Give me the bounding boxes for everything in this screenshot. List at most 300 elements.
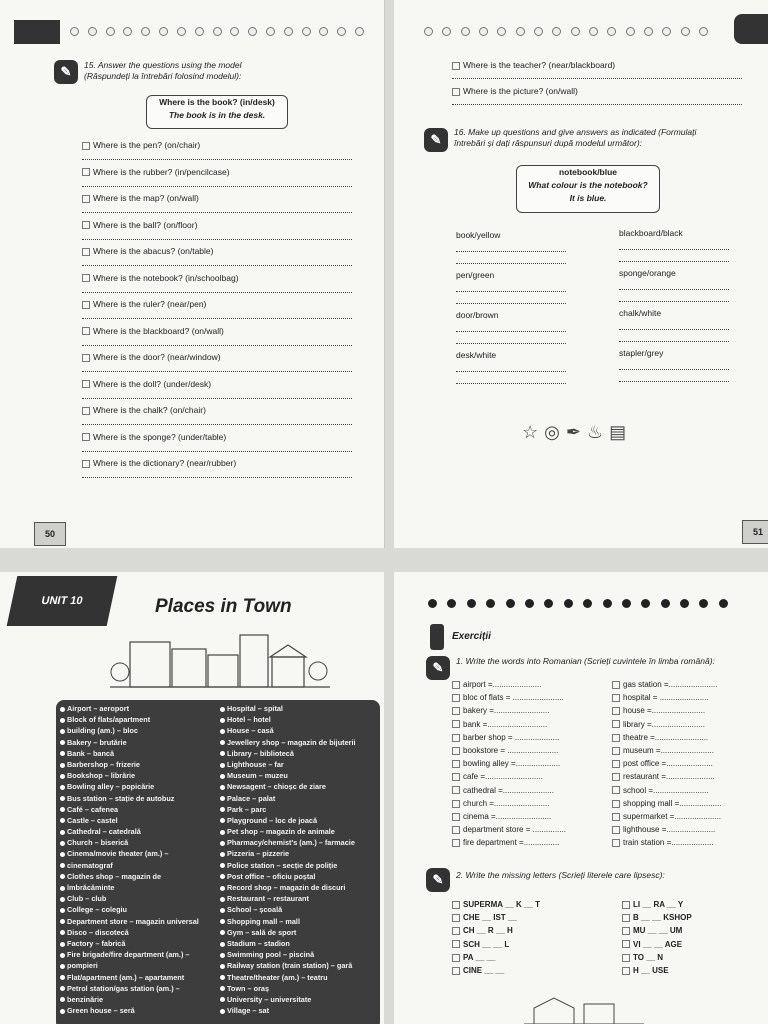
vocab-text: Town – oraș [227, 983, 270, 993]
vocab-text: Hospital – spital [227, 704, 283, 713]
answer-line[interactable] [82, 477, 352, 478]
vocab-text: Newsagent – chioșc de ziare [227, 782, 326, 792]
vocab-entry [220, 984, 376, 995]
vocab-text: Stadium – stadion [227, 938, 290, 948]
ex1-text: library =........................ [623, 719, 706, 729]
answer-line[interactable] [619, 238, 729, 250]
ex2-item [452, 926, 540, 939]
vocab-text: Bus station – stație de autobuz [67, 793, 175, 803]
question-item [82, 456, 352, 483]
question-item [82, 271, 352, 298]
vocab-entry [60, 973, 216, 984]
ex1-item [452, 786, 566, 799]
vocab-text: Pet shop – magazin de animale [227, 827, 335, 837]
vocab-text: Bank – bancă [67, 748, 115, 758]
vocab-text: Park – parc [227, 804, 267, 814]
vocab-text: Hotel – hotel [227, 715, 271, 725]
vocab-text: pompieri [67, 961, 98, 971]
ex2-text: SUPERMA __ K __ T [463, 900, 541, 909]
vocab-entry [60, 760, 216, 771]
ex2-right-column [622, 900, 692, 979]
page-51 [394, 0, 768, 548]
vocab-entry [220, 726, 376, 737]
ex1-item [612, 772, 722, 785]
page-52 [0, 572, 384, 1024]
question-text [82, 220, 197, 230]
answer-line[interactable] [619, 330, 729, 342]
ex1-text: shopping mall =................... [623, 798, 722, 808]
vocab-text: Library – bibliotecă [227, 748, 294, 758]
vocab-entry [60, 816, 216, 827]
ex2-text: LI __ RA __ Y [633, 900, 684, 909]
question-item [82, 324, 352, 351]
vocab-text: Bookshop – librărie [67, 771, 136, 781]
ex1-text: gas station =...................... [623, 680, 718, 689]
vocab-text: Bakery – brutărie [67, 737, 127, 747]
vocab-entry [220, 816, 376, 827]
ex1-item [452, 746, 566, 759]
ex1-item [612, 746, 722, 759]
answer-line[interactable] [82, 212, 352, 213]
vocab-text: Green house – seră [67, 1006, 135, 1016]
ex1-text: bloc of flats = ....................... [463, 693, 564, 703]
vocab-entry [220, 838, 376, 849]
question-label: Where is the blackboard? (on/wall) [93, 325, 224, 336]
extra-question-2: Where is the picture? (on/wall) [452, 86, 742, 105]
pair-item [456, 270, 566, 304]
pair-label: stapler/grey [619, 348, 664, 358]
ex2-item [452, 940, 540, 953]
vocab-entry [60, 883, 216, 894]
vocab-entry [60, 827, 216, 838]
vocab-entry [220, 917, 376, 928]
ex2-item [622, 913, 692, 926]
question-item [82, 244, 352, 271]
pair-item [619, 268, 729, 302]
vocab-text: Gym – sală de sport [227, 927, 297, 937]
question-label: Where is the abacus? (on/table) [93, 246, 214, 256]
ex2-item [622, 940, 692, 953]
vocab-text: Block of flats/apartment [67, 715, 151, 725]
question-label: Where is the chalk? (on/chair) [93, 405, 206, 415]
vocab-entry [220, 827, 376, 838]
question-label: Where is the rubber? (in/pencilcase) [93, 166, 230, 177]
answer-line[interactable] [456, 332, 566, 344]
ex2-item [452, 900, 540, 913]
question-label: Where is the doll? (under/desk) [93, 378, 212, 389]
pencil-case-icon: ♨ [586, 422, 604, 442]
vocab-text: Department store – magazin universal [67, 916, 199, 926]
vocab-entry [220, 939, 376, 950]
ex2-item [622, 900, 692, 913]
question-item [82, 297, 352, 324]
vocab-text: House – casă [227, 726, 274, 736]
question-label: Where is the notebook? (in/schoolbag) [93, 272, 239, 283]
vocab-entry [60, 872, 216, 883]
vocab-entry [220, 715, 376, 726]
question-label: Where is the pen? (on/chair) [93, 140, 201, 150]
ex1-item [452, 706, 566, 719]
ex2-title: 2. Write the missing letters (Scrieți literele care lipsesc): [456, 870, 665, 880]
answer-line[interactable] [456, 360, 566, 372]
vocab-text: building (am.) – bloc [67, 726, 138, 736]
question-text [82, 299, 206, 309]
page-53 [394, 572, 768, 1024]
ex2-text: CINE __ __ [463, 965, 505, 975]
pair-label: door/brown [456, 310, 499, 320]
ball-icon: ◎ [544, 422, 560, 442]
vocab-text: Flat/apartment (am.) – apartament [67, 972, 185, 982]
question-label: Where is the sponge? (under/table) [93, 431, 227, 442]
ex1-text: bank =........................... [463, 719, 548, 729]
vocab-entry [220, 1006, 376, 1017]
page-number: 50 [34, 522, 66, 546]
pair-item [456, 350, 566, 384]
school-icons [522, 422, 626, 443]
ex1-text: cafe =.......................... [463, 772, 543, 782]
ex1-text: bakery =......................... [463, 706, 550, 716]
vocab-text: Swimming pool – piscină [227, 950, 315, 960]
question-text [82, 246, 213, 256]
ex1-text: museum =........................ [623, 745, 714, 755]
answer-line[interactable] [82, 265, 352, 266]
ex1-item [612, 693, 722, 706]
question-item [82, 377, 352, 404]
vocab-entry [60, 984, 216, 995]
vocab-text: Theatre/theater (am.) – teatru [227, 972, 328, 982]
vocab-entry [220, 771, 376, 782]
ex2-text: TO __ N [633, 952, 664, 962]
ex2-text: H __ USE [633, 965, 669, 975]
answer-line[interactable] [456, 252, 566, 264]
answer-line[interactable] [82, 318, 352, 319]
vocab-entry [60, 794, 216, 805]
question-text [82, 405, 206, 415]
question-label: Where is the map? (on/wall) [93, 193, 199, 203]
vocab-text: Barbershop – frizerie [67, 759, 140, 769]
town-illustration [110, 627, 330, 692]
task-15-title: 15. Answer the questions using the model (Răspundeți la întrebări folosind modelul): [84, 60, 242, 81]
answer-line[interactable] [456, 372, 566, 384]
ex1-text: restaurant =...................... [623, 772, 715, 782]
answer-line[interactable] [456, 280, 566, 292]
model-box: notebook/blue What colour is the notebook? It is blue. [516, 165, 660, 213]
ex1-item [612, 786, 722, 799]
answer-line[interactable] [619, 278, 729, 290]
dot-border [424, 27, 708, 36]
vocab-entry [220, 738, 376, 749]
ex1-left-column [452, 680, 566, 851]
vocab-entry [220, 805, 376, 816]
answer-line[interactable] [619, 318, 729, 330]
answer-line[interactable] [82, 186, 352, 187]
question-label: Where is the door? (near/window) [93, 352, 221, 362]
vocab-text: îmbrăcăminte [67, 883, 115, 892]
vocab-text: Museum – muzeu [227, 771, 288, 781]
ex1-item [452, 680, 566, 693]
ex2-item [622, 966, 692, 979]
answer-line[interactable] [82, 239, 352, 240]
vocab-entry [60, 704, 216, 715]
answer-line[interactable] [82, 345, 352, 346]
vocab-entry [60, 805, 216, 816]
vocab-text: Castle – castel [67, 815, 118, 825]
ex1-text: train station =................... [623, 838, 714, 848]
ex1-item [612, 706, 722, 719]
vocab-text: Village – sat [227, 1006, 270, 1016]
ex1-text: school =......................... [623, 785, 709, 795]
section-marker [430, 624, 444, 650]
answer-line[interactable] [619, 358, 729, 370]
question-text [82, 193, 199, 203]
vocab-text: benzinărie [67, 994, 104, 1004]
pair-label: sponge/orange [619, 268, 676, 278]
vocab-entry [220, 849, 376, 860]
vocab-text: Disco – discotecă [67, 927, 129, 937]
vocab-entry [220, 995, 376, 1006]
pair-label: chalk/white [619, 308, 662, 318]
vocab-text: Club – club [67, 894, 107, 904]
vocab-text: Cathedral – catedrală [67, 827, 141, 837]
vocab-text: Police station – secție de poliție [227, 860, 338, 870]
pair-item [619, 228, 729, 262]
vocab-text: Record shop – magazin de discuri [227, 883, 346, 892]
question-label: Where is the dictionary? (near/rubber) [93, 458, 237, 468]
ex1-text: barber shop = .................... [463, 732, 560, 742]
vocab-entry [60, 950, 216, 961]
vocab-entry [220, 961, 376, 972]
ex1-item [452, 772, 566, 785]
extra-question-1: Where is the teacher? (near/blackboard) [452, 60, 742, 79]
vocab-entry [220, 749, 376, 760]
pair-label: pen/green [456, 270, 495, 280]
ex1-text: bookstore = ....................... [463, 745, 559, 755]
question-item [82, 191, 352, 218]
corner-tab [14, 20, 60, 44]
ex1-text: cinema =......................... [463, 811, 552, 821]
ex1-title: 1. Write the words into Romanian (Scrieți cuvintele în limba română): [456, 656, 715, 666]
vocab-entry [220, 760, 376, 771]
question-text [82, 352, 221, 362]
vocab-entry [60, 1006, 216, 1017]
ex2-left-column [452, 900, 540, 979]
vocab-right-column [220, 704, 376, 1017]
vocab-text: Playground – loc de joacă [227, 815, 318, 825]
question-item [82, 403, 352, 430]
vocab-text: Fire brigade/fire department (am.) – [67, 950, 190, 960]
task-icon: ✎ [426, 868, 450, 892]
vocab-text: Restaurant – restaurant [227, 894, 309, 904]
model-box: Where is the book? (in/desk) The book is in the desk. [146, 95, 288, 129]
vocab-text: Post office – oficiu poștal [227, 871, 316, 881]
ex2-text: SCH __ __ L [463, 939, 510, 949]
question-text [82, 273, 239, 283]
vocab-entry [220, 950, 376, 961]
pair-label: blackboard/black [619, 228, 683, 238]
vocab-entry [220, 872, 376, 883]
vocab-text: Factory – fabrică [67, 938, 126, 948]
dot-border [70, 27, 364, 36]
vocab-entry [60, 838, 216, 849]
vocab-entry [220, 794, 376, 805]
ex2-item [622, 926, 692, 939]
vocab-entry [220, 883, 376, 894]
question-list [82, 138, 352, 483]
ex1-item [452, 799, 566, 812]
vocab-entry [60, 715, 216, 726]
ex1-right-column [612, 680, 722, 851]
pair-item [619, 348, 729, 382]
question-text [82, 379, 211, 389]
answer-line[interactable] [456, 320, 566, 332]
answer-line[interactable] [619, 370, 729, 382]
vocab-entry [220, 704, 376, 715]
vocab-text: Pizzeria – pizzerie [227, 849, 290, 859]
answer-line[interactable] [82, 398, 352, 399]
page-50 [0, 0, 385, 548]
ex1-text: cathedral =....................... [463, 785, 554, 795]
ex1-text: hospital = ...................... [623, 693, 709, 703]
answer-line[interactable] [82, 371, 352, 372]
ex1-text: supermarket =..................... [623, 811, 722, 821]
vocab-entry [220, 905, 376, 916]
ex1-item [612, 720, 722, 733]
question-item [82, 350, 352, 377]
question-item [82, 218, 352, 245]
answer-line[interactable] [456, 292, 566, 304]
ex2-item [622, 953, 692, 966]
vocab-text: Shopping mall – mall [227, 916, 300, 926]
pair-label: book/yellow [456, 230, 501, 240]
vocab-entry [60, 738, 216, 749]
vocab-text: Cinema/movie theater (am.) – [67, 849, 169, 859]
task-icon: ✎ [54, 60, 78, 84]
unit-badge: UNIT 10 [7, 576, 118, 626]
ex1-text: church =......................... [463, 798, 550, 808]
ex2-text: VI __ __ AGE [633, 939, 683, 949]
ex2-text: CHE __ IST __ [463, 913, 517, 923]
vocab-text: Café – cafenea [67, 804, 119, 814]
vocab-text: College – colegiu [67, 905, 128, 915]
answer-line[interactable] [619, 290, 729, 302]
vocab-entry [60, 917, 216, 928]
vocab-text: School – școală [227, 905, 283, 915]
corner-tab [734, 14, 768, 44]
pair-item [456, 310, 566, 344]
vocab-entry [220, 973, 376, 984]
vocab-entry [60, 771, 216, 782]
ex1-item [612, 812, 722, 825]
vocab-entry [60, 726, 216, 737]
answer-line[interactable] [82, 424, 352, 425]
ex2-text: B __ __ KSHOP [633, 913, 692, 923]
vocab-text: Church – biserică [67, 838, 129, 848]
question-text [82, 167, 230, 177]
ex1-text: fire department =................ [463, 838, 560, 848]
vocab-entry [60, 995, 216, 1006]
section-title: Exerciții [452, 631, 491, 642]
ex1-item [612, 759, 722, 772]
answer-line[interactable] [456, 240, 566, 252]
ex1-text: post office =..................... [623, 759, 713, 769]
ex1-item [612, 733, 722, 746]
ex1-text: airport =...................... [463, 680, 542, 689]
ex2-item [452, 953, 540, 966]
answer-line[interactable] [82, 159, 352, 160]
ex1-item [612, 680, 722, 693]
ex1-item [452, 838, 566, 851]
question-text [82, 432, 226, 442]
question-text [82, 140, 200, 150]
vocab-entry [60, 939, 216, 950]
answer-line[interactable] [82, 292, 352, 293]
ex1-item [452, 733, 566, 746]
vocab-text: Bowling alley – popicărie [67, 782, 155, 792]
ex1-item [612, 799, 722, 812]
vocab-entry [60, 749, 216, 760]
ex1-text: theatre =........................ [623, 732, 709, 742]
town-drawing [524, 994, 644, 1024]
question-item [82, 138, 352, 165]
notebook-icon: ▤ [609, 422, 627, 442]
star-icon: ☆ [522, 422, 539, 442]
ex1-text: department store = ............... [463, 825, 566, 835]
vocab-entry [60, 782, 216, 793]
pair-item [619, 308, 729, 342]
question-item [82, 430, 352, 457]
ex2-text: PA __ __ [463, 952, 496, 962]
vocab-text: Clothes shop – magazin de [67, 871, 162, 881]
vocabulary-panel [56, 700, 380, 1024]
question-item [82, 165, 352, 192]
vocab-entry [60, 894, 216, 905]
vocab-text: Pharmacy/chemist's (am.) – farmacie [227, 838, 355, 848]
unit-title: Places in Town [155, 596, 292, 617]
ex1-item [452, 759, 566, 772]
answer-line[interactable] [82, 451, 352, 452]
answer-line[interactable] [619, 250, 729, 262]
ex1-item [452, 812, 566, 825]
ex2-text: MU __ __ UM [633, 926, 683, 936]
vocab-text: cinematograf [67, 860, 113, 870]
page-number: 51 [742, 520, 768, 544]
question-text [82, 458, 236, 468]
question-label: Where is the ball? (on/floor) [93, 219, 198, 230]
question-label: Where is the ruler? (near/pen) [93, 299, 207, 309]
ex1-text: bowling alley =.................... [463, 759, 561, 769]
ex1-item [452, 693, 566, 706]
ex1-item [612, 838, 722, 851]
vocab-text: Petrol station/gas station (am.) – [67, 983, 180, 993]
ex2-item [452, 913, 540, 926]
vocab-text: Palace – palat [227, 793, 276, 803]
dot-border [428, 599, 728, 608]
vocab-entry [60, 961, 216, 972]
vocab-entry [60, 849, 216, 860]
vocab-text: Lighthouse – far [227, 759, 284, 769]
vocab-text: Jewellery shop – magazin de bijuterii [227, 737, 356, 747]
vocab-entry [220, 861, 376, 872]
pair-item [456, 230, 566, 264]
task-16-title: 16. Make up questions and give answers as indicated (Formulați întrebări și dați răspunsuri după modelul următor): [454, 127, 697, 148]
vocab-text: Railway station (train station) – gară [227, 961, 353, 971]
vocab-text: University – universitate [227, 994, 312, 1004]
question-text [82, 326, 224, 336]
task-icon: ✎ [426, 656, 450, 680]
vocab-entry [60, 928, 216, 939]
ex1-text: lighthouse =...................... [623, 825, 716, 835]
vocab-entry [220, 928, 376, 939]
